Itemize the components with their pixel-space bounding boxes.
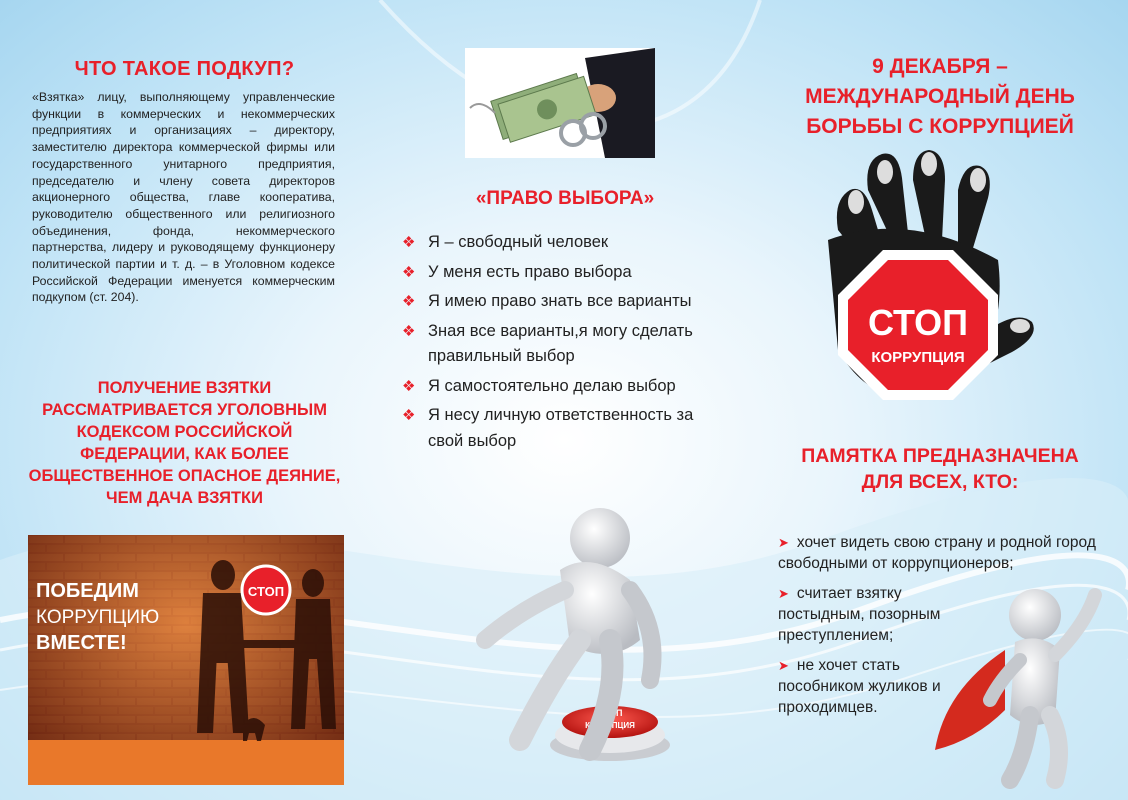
diamond-bullet-icon: ❖ — [402, 377, 416, 395]
stop-subtitle: КОРРУПЦИЯ — [871, 349, 965, 366]
poster-image — [28, 535, 344, 785]
handcuffed-money-photo — [465, 48, 655, 158]
list-item: ❖ Я имею право знать все варианты — [400, 289, 730, 315]
list-item: ❖ Я самостоятельно делаю выбор — [400, 374, 730, 400]
choice-title: «ПРАВО ВЫБОРА» — [475, 188, 655, 209]
list-item: ➤ хочет видеть свою страну и родной город свободными от коррупционеров; — [778, 534, 1096, 572]
left-column — [22, 58, 347, 306]
diamond-bullet-icon: ❖ — [402, 234, 416, 251]
choice-list — [400, 230, 730, 458]
list-item: ❖ Зная все варианты,я могу сделать правильный выбор — [400, 319, 730, 370]
list-item: ❖ Я несу личную ответственность за свой выбор — [400, 403, 730, 454]
button-label-2: КОРРУПЦИЯ — [585, 721, 635, 730]
list-item: ➤ не хочет стать пособником жуликов и проходимцев. — [778, 657, 941, 716]
poster-stop-sign: СТОП — [247, 584, 285, 599]
stop-word: СТОП — [867, 302, 969, 343]
figure-pressing-button — [450, 490, 700, 780]
memo-title: ПАМЯТКА ПРЕДНАЗНАЧЕНА ДЛЯ ВСЕХ, КТО: — [801, 445, 1079, 493]
diamond-bullet-icon: ❖ — [402, 407, 416, 424]
list-item: ➤ считает взятку постыдным, позорным преступлением; — [778, 585, 941, 644]
arrow-bullet-icon: ➤ — [778, 658, 789, 673]
poster-line-1: ПОБЕДИМ — [36, 580, 139, 602]
diamond-bullet-icon: ❖ — [402, 322, 416, 340]
diamond-bullet-icon: ❖ — [402, 293, 416, 310]
stop-hand-icon — [798, 150, 1038, 415]
poster-line-2: КОРРУПЦИЮ — [36, 607, 160, 628]
arrow-bullet-icon: ➤ — [778, 535, 789, 550]
list-item: ❖ Я – свободный человек — [400, 230, 730, 256]
diamond-bullet-icon: ❖ — [402, 263, 416, 281]
button-label-1: СТОП — [597, 708, 623, 718]
date-title: 9 ДЕКАБРЯ – МЕЖДУНАРОДНЫЙ ДЕНЬ БОРЬБЫ С КОРРУПЦИЕЙ — [805, 55, 1075, 138]
hero-figure — [925, 580, 1125, 790]
poster-line-3: ВМЕСТЕ! — [36, 632, 127, 654]
arrow-bullet-icon: ➤ — [778, 586, 789, 601]
list-item: ❖ У меня есть право выбора — [400, 260, 730, 286]
bribery-definition: «Взятка» лицу, выполняющему управленческие функции в коммерческих и некоммерческих предприятиях и организациях – директору, заместителю директора коммерческой фирмы или государственного унитарного предприятия, председателю и члену совета директоров акционерного общества, главе кооператива, руководителю общественного или религиозного объединения, фонда, некоммерческого партнерства, лидеру и руководящему функционеру политической партии и т. д. – в Уголовном кодексе Российской Федерации именуется коммерческим подкупом (ст. 204). — [32, 90, 335, 305]
bribery-title: ЧТО ТАКОЕ ПОДКУП? — [74, 58, 295, 80]
bribe-warning: ПОЛУЧЕНИЕ ВЗЯТКИ РАССМАТРИВАЕТСЯ УГОЛОВНЫМ КОДЕКСОМ РОССИЙСКОЙ ФЕДЕРАЦИИ, КАК БОЛЕЕ ОБЩЕСТВЕННОЕ ОПАСНОЕ ДЕЯНИЕ, ЧЕМ ДАЧА ВЗЯТКИ — [28, 379, 341, 507]
